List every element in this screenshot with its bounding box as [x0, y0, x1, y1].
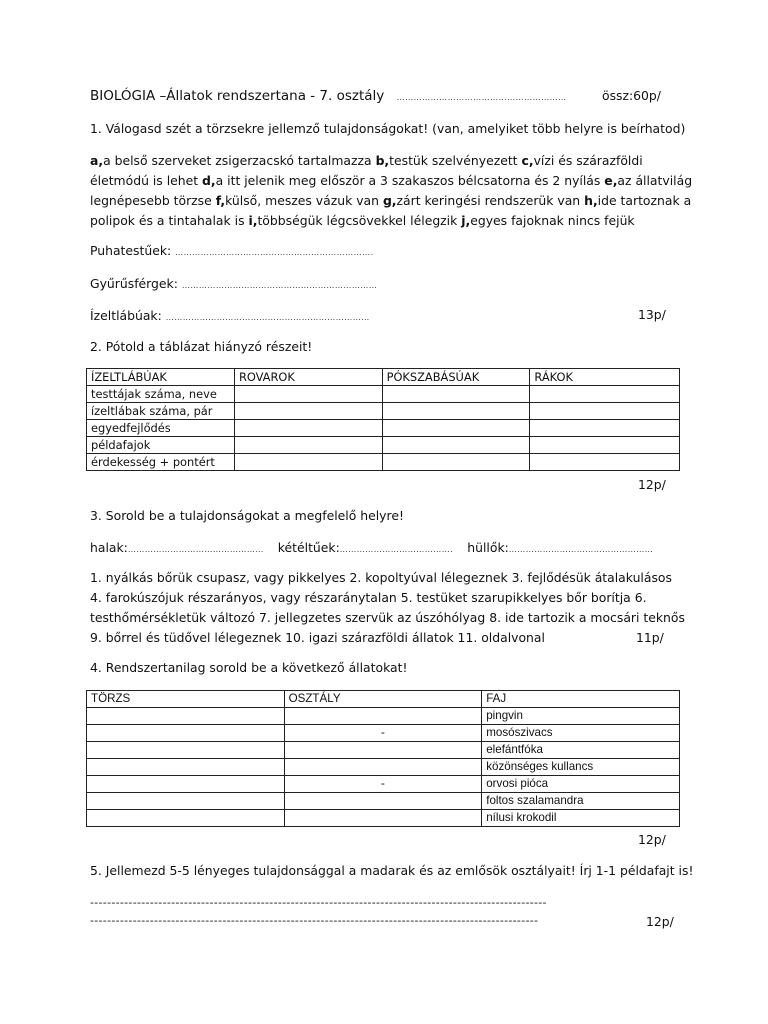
torzs-cell[interactable]	[87, 793, 285, 810]
task1-points: 13p/	[638, 307, 666, 322]
row-label: testtájak száma, neve	[87, 386, 235, 403]
task1-items-line2: életmódú is lehet d,a itt jelenik meg először a 3 szakaszos bélcsatorna és 2 nyílás e,az állatvilág	[90, 173, 693, 188]
item-c-part: vízi és szárazföldi	[533, 153, 643, 168]
table-row	[87, 420, 680, 437]
classification-table	[86, 690, 680, 827]
table-row	[87, 454, 680, 471]
osztaly-cell[interactable]	[284, 759, 482, 776]
answer-cell[interactable]	[234, 437, 382, 454]
task3-heading: 3. Sorold be a tulajdonságokat a megfelelő helyre!	[90, 508, 404, 523]
osztaly-cell[interactable]	[284, 810, 482, 827]
faj-cell: mosószivacs	[482, 725, 680, 742]
answer-cell[interactable]	[382, 420, 530, 437]
name-dots: ……………………………………………………	[396, 93, 567, 102]
answer-cell[interactable]	[382, 386, 530, 403]
faj-cell: nílusi krokodil	[482, 810, 680, 827]
task3-line: 1. nyálkás bőrük csupasz, vagy pikkelyes 2. kopoltyúval lélegeznek 3. fejlődésük átalakulásos	[90, 570, 672, 585]
answer-cell[interactable]	[234, 454, 382, 471]
task1-heading: 1. Válogasd szét a törzsekre jellemző tulajdonságokat! (van, amelyiket több helyre is beírhatod)	[90, 121, 686, 136]
task3-points: 11p/	[636, 630, 664, 645]
total-points: össz:60p/	[602, 88, 661, 103]
osztaly-cell[interactable]	[284, 742, 482, 759]
col-header: RÁKOK	[530, 369, 680, 386]
osztaly-cell[interactable]: -	[284, 725, 482, 742]
row-label: példafajok	[87, 437, 235, 454]
col-header: PÓKSZABÁSÚAK	[382, 369, 530, 386]
torzs-cell[interactable]	[87, 725, 285, 742]
osztaly-cell[interactable]	[284, 708, 482, 725]
answer-puhatestuek: Puhatestűek: …………………………………………………………….	[90, 243, 374, 258]
col-header: ROVAROK	[234, 369, 382, 386]
table-row	[87, 437, 680, 454]
row-label: ízeltlábak száma, pár	[87, 403, 235, 420]
answer-cell[interactable]	[234, 420, 382, 437]
answer-cell[interactable]	[530, 437, 680, 454]
answer-cell[interactable]	[530, 386, 680, 403]
task1-items-line3: legnépesebb törzse f,külső, meszes vázuk van g,zárt keringési rendszerük van h,ide tartoznak a	[90, 193, 692, 208]
osztaly-cell[interactable]: -	[284, 776, 482, 793]
answer-cell[interactable]	[382, 403, 530, 420]
table-row	[87, 403, 680, 420]
task3-line: 4. farokúszójuk részarányos, vagy részaránytalan 5. testüket szarupikkelyes bőr borítja 6.	[90, 590, 647, 605]
answer-cell[interactable]	[382, 437, 530, 454]
answer-izeltlabuak: Ízeltlábúak: ………………………………………………………………	[90, 308, 370, 323]
faj-cell: pingvin	[482, 708, 680, 725]
answer-cell[interactable]	[382, 454, 530, 471]
answer-cell[interactable]	[234, 386, 382, 403]
answer-line-2[interactable]: ---------------------------------------------------------------------------------------------------------	[90, 914, 539, 927]
osztaly-cell[interactable]	[284, 793, 482, 810]
task3-line: 9. bőrrel és tüdővel lélegeznek 10. igazi szárazföldi állatok 11. oldalvonal	[90, 630, 545, 645]
title-text: BIOLÓGIA –Állatok rendszertana - 7. osztály	[90, 88, 385, 104]
answer-cell[interactable]	[530, 420, 680, 437]
table-row	[87, 386, 680, 403]
faj-cell: elefántfóka	[482, 742, 680, 759]
answer-cell[interactable]	[530, 403, 680, 420]
col-header: ÍZELTLÁBÚAK	[87, 369, 235, 386]
torzs-cell[interactable]	[87, 759, 285, 776]
col-header: OSZTÁLY	[284, 691, 482, 708]
table-row	[87, 759, 680, 776]
col-header: FAJ	[482, 691, 680, 708]
table-row	[87, 708, 680, 725]
row-label: egyedfejlődés	[87, 420, 235, 437]
col-header: TÖRZS	[87, 691, 285, 708]
arthropod-table	[86, 368, 680, 471]
faj-cell: közönséges kullancs	[482, 759, 680, 776]
answer-line-1[interactable]: -----------------------------------------------------------------------------------------------------------	[90, 896, 547, 909]
task1-items-line1: a,a belső szerveket zsigerzacskó tartalmazza b,testük szelvényezett c,vízi és szárazföldi	[90, 153, 643, 168]
faj-cell: foltos szalamandra	[482, 793, 680, 810]
task4-points: 12p/	[638, 832, 666, 847]
task4-heading: 4. Rendszertanilag sorold be a következő állatokat!	[90, 660, 408, 675]
table-row	[87, 776, 680, 793]
table-row	[87, 793, 680, 810]
table-row	[87, 742, 680, 759]
answer-gyurusfergek: Gyűrűsférgek: ……………………………………………………………	[90, 276, 378, 291]
torzs-cell[interactable]	[87, 708, 285, 725]
torzs-cell[interactable]	[87, 742, 285, 759]
torzs-cell[interactable]	[87, 776, 285, 793]
row-label: érdekesség + pontért	[87, 454, 235, 471]
answer-cell[interactable]	[234, 403, 382, 420]
task2-heading: 2. Pótold a táblázat hiányzó részeit!	[90, 339, 313, 354]
task5-points: 12p/	[646, 914, 674, 929]
answer-cell[interactable]	[530, 454, 680, 471]
table-row	[87, 725, 680, 742]
torzs-cell[interactable]	[87, 810, 285, 827]
worksheet-title	[90, 88, 567, 106]
faj-cell: orvosi pióca	[482, 776, 680, 793]
task3-line: testhőmérsékletük változó 7. jellegzetes szervük az úszóhólyag 8. ide tartozik a mocsári teknős	[90, 610, 685, 625]
table-row	[87, 810, 680, 827]
task2-points: 12p/	[638, 477, 666, 492]
task1-items-line4: polipok és a tintahalak is i,többségük légcsövekkel lélegzik j,egyes fajoknak nincs fejük	[90, 213, 635, 228]
task3-groups: halak:………………………………………… kétéltűek:…………………………………. hüllők:……………………………………………	[90, 540, 654, 555]
task5-heading: 5. Jellemezd 5-5 lényeges tulajdonsággal a madarak és az emlősök osztályait! Írj 1-1 példafajt is!	[90, 863, 694, 878]
